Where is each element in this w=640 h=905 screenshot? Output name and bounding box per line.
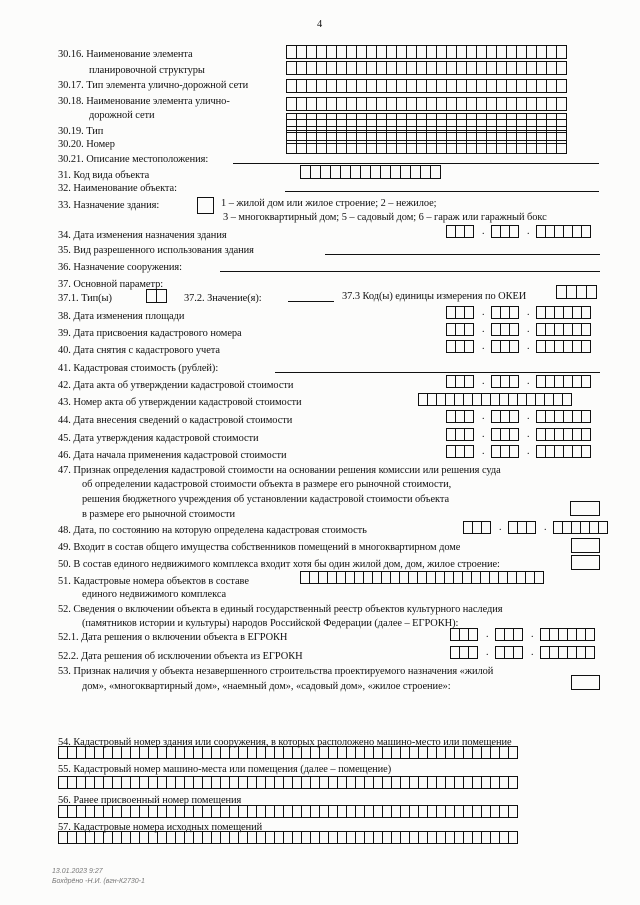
date-42-month[interactable] bbox=[491, 375, 518, 388]
char-cell[interactable] bbox=[509, 428, 519, 441]
date-39-month[interactable] bbox=[491, 323, 518, 336]
date-46-day[interactable] bbox=[446, 445, 473, 458]
char-cell[interactable] bbox=[534, 571, 544, 584]
item-30-16-cont: планировочной структуры bbox=[89, 65, 205, 76]
char-cell[interactable] bbox=[556, 97, 567, 111]
date-separator: . bbox=[499, 522, 502, 533]
date-separator: . bbox=[482, 411, 485, 422]
footer-date: 13.01.2023 9:27 bbox=[52, 868, 103, 875]
char-cell[interactable] bbox=[464, 375, 474, 388]
cells-43[interactable] bbox=[418, 393, 571, 406]
char-cell[interactable] bbox=[464, 225, 474, 238]
item-52-2: 52.2. Дата решения об исключении объекта из ЕГРОКН bbox=[58, 651, 303, 662]
cells-30-20[interactable] bbox=[286, 140, 566, 154]
item-37-2: 37.2. Значение(я): bbox=[184, 293, 262, 304]
item-52-cont: (памятников истории и культуры) народов Российской Федерации (далее – ЕГРОКН): bbox=[82, 618, 459, 629]
item-33-options-a: 1 – жилой дом или жилое строение; 2 – нежилое; bbox=[221, 198, 437, 209]
char-cell[interactable] bbox=[509, 323, 519, 336]
item-30-21: 30.21. Описание местоположения: bbox=[58, 154, 209, 165]
item-56: 56. Ранее присвоенный номер помещения bbox=[58, 795, 242, 806]
char-cell[interactable] bbox=[468, 646, 478, 659]
date-52-2-month[interactable] bbox=[495, 646, 522, 659]
item-43: 43. Номер акта об утверждении кадастровой стоимости bbox=[58, 397, 302, 408]
char-cell[interactable] bbox=[556, 140, 567, 154]
cells-30-16-row1[interactable] bbox=[286, 45, 566, 59]
cells-37-1[interactable] bbox=[146, 289, 166, 303]
date-52-1-day[interactable] bbox=[450, 628, 477, 641]
char-cell[interactable] bbox=[526, 521, 536, 534]
line-30-21[interactable] bbox=[233, 163, 599, 164]
item-30-17: 30.17. Тип элемента улично-дорожной сети bbox=[58, 80, 249, 91]
item-47-cont-3: в размере его рыночной стоимости bbox=[82, 509, 235, 520]
date-separator: . bbox=[482, 226, 485, 237]
date-separator: . bbox=[527, 446, 530, 457]
item-30-20: 30.20. Номер bbox=[58, 139, 115, 150]
date-separator: . bbox=[482, 341, 485, 352]
date-separator: . bbox=[486, 629, 489, 640]
date-45-year[interactable] bbox=[536, 428, 590, 441]
item-47-cont-2: решения бюджетного учреждения об установлении кадастровой стоимости объекта bbox=[82, 494, 450, 505]
date-34-year[interactable] bbox=[536, 225, 590, 238]
footer-signature: Бохдрёно -Н.И. (вгн-К2730-1 bbox=[52, 878, 145, 885]
date-48-year[interactable] bbox=[553, 521, 607, 534]
checkbox-53[interactable] bbox=[571, 675, 600, 690]
char-cell[interactable] bbox=[464, 323, 474, 336]
char-cell[interactable] bbox=[556, 45, 567, 59]
date-45-day[interactable] bbox=[446, 428, 473, 441]
item-34: 34. Дата изменения назначения здания bbox=[58, 230, 227, 241]
date-44-month[interactable] bbox=[491, 410, 518, 423]
date-42-year[interactable] bbox=[536, 375, 590, 388]
line-37-2[interactable] bbox=[288, 301, 334, 302]
char-cell[interactable] bbox=[509, 225, 519, 238]
item-36: 36. Назначение сооружения: bbox=[58, 262, 182, 273]
date-46-month[interactable] bbox=[491, 445, 518, 458]
date-44-year[interactable] bbox=[536, 410, 590, 423]
item-31: 31. Код вида объекта bbox=[58, 170, 150, 181]
cells-56[interactable] bbox=[58, 805, 517, 818]
char-cell[interactable] bbox=[513, 628, 523, 641]
date-40-month[interactable] bbox=[491, 340, 518, 353]
char-cell[interactable] bbox=[464, 340, 474, 353]
item-33-options-b: 3 – многоквартирный дом; 5 – садовый дом; 6 – гараж или гаражный бокс bbox=[223, 212, 547, 223]
char-cell[interactable] bbox=[581, 428, 591, 441]
date-separator: . bbox=[482, 376, 485, 387]
item-53-cont: дом», «многоквартирный дом», «наемный дом», «садовый дом», «жилое строение»: bbox=[82, 681, 451, 692]
date-46-year[interactable] bbox=[536, 445, 590, 458]
char-cell[interactable] bbox=[509, 375, 519, 388]
item-38: 38. Дата изменения площади bbox=[58, 311, 185, 322]
item-55: 55. Кадастровый номер машино-места или помещения (далее – помещение) bbox=[58, 764, 392, 775]
date-38-day[interactable] bbox=[446, 306, 473, 319]
date-separator: . bbox=[482, 446, 485, 457]
item-32: 32. Наименование объекта: bbox=[58, 183, 177, 194]
char-cell[interactable] bbox=[509, 445, 519, 458]
date-48-month[interactable] bbox=[508, 521, 535, 534]
date-separator: . bbox=[531, 647, 534, 658]
date-44-day[interactable] bbox=[446, 410, 473, 423]
item-51: 51. Кадастровые номера объектов в составе bbox=[58, 576, 249, 587]
checkbox-50[interactable] bbox=[571, 555, 600, 570]
date-separator: . bbox=[527, 341, 530, 352]
char-cell[interactable] bbox=[156, 289, 167, 303]
char-cell[interactable] bbox=[481, 521, 491, 534]
item-48: 48. Дата, по состоянию на которую определена кадастровая стоимость bbox=[58, 525, 367, 536]
item-53: 53. Признак наличия у объекта незавершенного строительства проектируемого назначения «жилой bbox=[58, 666, 494, 677]
item-30-16: 30.16. Наименование элемента bbox=[58, 49, 193, 60]
date-separator: . bbox=[482, 324, 485, 335]
date-52-1-month[interactable] bbox=[495, 628, 522, 641]
checkbox-47[interactable] bbox=[570, 501, 600, 516]
date-38-month[interactable] bbox=[491, 306, 518, 319]
item-30-18-cont: дорожной сети bbox=[89, 110, 155, 121]
item-30-19: 30.19. Тип bbox=[58, 126, 104, 137]
line-41[interactable] bbox=[275, 372, 600, 373]
cells-31[interactable] bbox=[300, 165, 440, 179]
cells-37-3[interactable] bbox=[556, 285, 596, 299]
checkbox-49[interactable] bbox=[571, 538, 600, 553]
date-52-2-year[interactable] bbox=[540, 646, 594, 659]
char-cell[interactable] bbox=[556, 79, 567, 93]
cells-55[interactable] bbox=[58, 776, 517, 789]
char-cell[interactable] bbox=[581, 410, 591, 423]
char-cell[interactable] bbox=[585, 646, 595, 659]
char-cell[interactable] bbox=[581, 306, 591, 319]
cells-30-17[interactable] bbox=[286, 79, 566, 93]
date-separator: . bbox=[531, 629, 534, 640]
date-52-1-year[interactable] bbox=[540, 628, 594, 641]
char-cell[interactable] bbox=[581, 375, 591, 388]
date-40-year[interactable] bbox=[536, 340, 590, 353]
date-48-day[interactable] bbox=[463, 521, 490, 534]
item-47-cont-1: об определении кадастровой стоимости объекта в размере его рыночной стоимости, bbox=[82, 479, 452, 490]
char-cell[interactable] bbox=[464, 306, 474, 319]
cells-51[interactable] bbox=[300, 571, 543, 584]
date-separator: . bbox=[482, 429, 485, 440]
item-35: 35. Вид разрешенного использования здания bbox=[58, 245, 254, 256]
date-38-year[interactable] bbox=[536, 306, 590, 319]
item-41: 41. Кадастровая стоимость (рублей): bbox=[58, 363, 219, 374]
checkbox-33[interactable] bbox=[197, 197, 214, 214]
char-cell[interactable] bbox=[581, 323, 591, 336]
date-42-day[interactable] bbox=[446, 375, 473, 388]
line-36[interactable] bbox=[220, 271, 600, 272]
cells-30-18-row1[interactable] bbox=[286, 97, 566, 111]
char-cell[interactable] bbox=[430, 165, 441, 179]
cells-30-16-row2[interactable] bbox=[286, 61, 566, 75]
item-40: 40. Дата снятия с кадастрового учета bbox=[58, 345, 220, 356]
char-cell[interactable] bbox=[464, 445, 474, 458]
char-cell[interactable] bbox=[464, 410, 474, 423]
item-52-1: 52.1. Дата решения о включении объекта в ЕГРОКН bbox=[58, 632, 288, 643]
char-cell[interactable] bbox=[509, 410, 519, 423]
cells-54[interactable] bbox=[58, 746, 517, 759]
date-39-year[interactable] bbox=[536, 323, 590, 336]
char-cell[interactable] bbox=[509, 306, 519, 319]
line-35[interactable] bbox=[325, 254, 600, 255]
char-cell[interactable] bbox=[513, 646, 523, 659]
char-cell[interactable] bbox=[562, 393, 572, 406]
item-42: 42. Дата акта об утверждении кадастровой стоимости bbox=[58, 380, 294, 391]
char-cell[interactable] bbox=[586, 285, 597, 299]
char-cell[interactable] bbox=[509, 340, 519, 353]
item-37-3: 37.3 Код(ы) единицы измерения по ОКЕИ bbox=[342, 291, 527, 302]
date-separator: . bbox=[527, 411, 530, 422]
char-cell[interactable] bbox=[581, 225, 591, 238]
item-37-1: 37.1. Тип(ы) bbox=[58, 293, 112, 304]
item-50: 50. В состав единого недвижимого комплекса входит хотя бы один жилой дом, дом, жилое строение: bbox=[58, 559, 500, 570]
item-52: 52. Сведения о включении объекта в единый государственный реестр объектов культурного наследия bbox=[58, 604, 503, 615]
cells-57[interactable] bbox=[58, 831, 517, 844]
item-54: 54. Кадастровый номер здания или сооружения, в которых расположено машино-место или помещение bbox=[58, 737, 512, 748]
item-49: 49. Входит в состав общего имущества собственников помещений в многоквартирном доме bbox=[58, 542, 461, 553]
char-cell[interactable] bbox=[598, 521, 608, 534]
date-separator: . bbox=[527, 324, 530, 335]
date-separator: . bbox=[527, 226, 530, 237]
item-57: 57. Кадастровые номера исходных помещений bbox=[58, 822, 263, 833]
date-39-day[interactable] bbox=[446, 323, 473, 336]
item-47: 47. Признак определения кадастровой стоимости на основании решения комиссии или решения суда bbox=[58, 465, 501, 476]
char-cell[interactable] bbox=[464, 428, 474, 441]
date-separator: . bbox=[482, 307, 485, 318]
date-34-day[interactable] bbox=[446, 225, 473, 238]
item-46: 46. Дата начала применения кадастровой стоимости bbox=[58, 450, 287, 461]
date-45-month[interactable] bbox=[491, 428, 518, 441]
item-45: 45. Дата утверждения кадастровой стоимости bbox=[58, 433, 259, 444]
date-40-day[interactable] bbox=[446, 340, 473, 353]
char-cell[interactable] bbox=[508, 776, 518, 789]
item-37: 37. Основной параметр: bbox=[58, 279, 164, 290]
date-separator: . bbox=[527, 429, 530, 440]
date-separator: . bbox=[527, 376, 530, 387]
date-52-2-day[interactable] bbox=[450, 646, 477, 659]
char-cell[interactable] bbox=[581, 445, 591, 458]
char-cell[interactable] bbox=[468, 628, 478, 641]
char-cell[interactable] bbox=[556, 61, 567, 75]
date-separator: . bbox=[527, 307, 530, 318]
date-separator: . bbox=[486, 647, 489, 658]
item-44: 44. Дата внесения сведений о кадастровой стоимости bbox=[58, 415, 293, 426]
char-cell[interactable] bbox=[508, 805, 518, 818]
line-32[interactable] bbox=[285, 191, 599, 192]
item-39: 39. Дата присвоения кадастрового номера bbox=[58, 328, 242, 339]
date-separator: . bbox=[544, 522, 547, 533]
char-cell[interactable] bbox=[508, 831, 518, 844]
item-33: 33. Назначение здания: bbox=[58, 200, 160, 211]
char-cell[interactable] bbox=[585, 628, 595, 641]
char-cell[interactable] bbox=[581, 340, 591, 353]
item-51-cont: единого недвижимого комплекса bbox=[82, 589, 227, 600]
page-number: 4 bbox=[317, 19, 323, 30]
date-34-month[interactable] bbox=[491, 225, 518, 238]
item-30-18: 30.18. Наименование элемента улично- bbox=[58, 96, 230, 107]
char-cell[interactable] bbox=[508, 746, 518, 759]
